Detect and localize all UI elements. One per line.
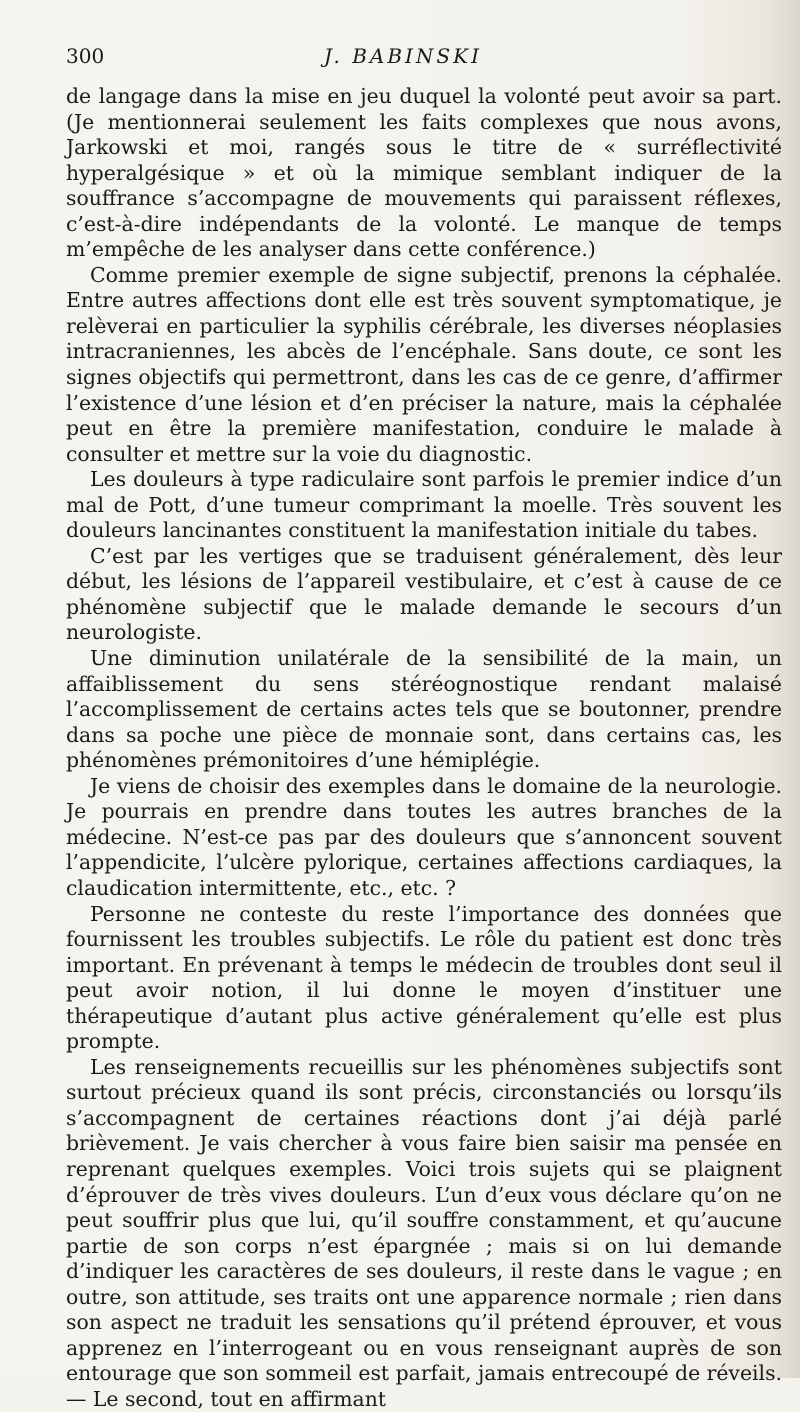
paragraph: Les douleurs à type radiculaire sont parfois le premier indice d’un mal de Pott, d’une tumeur comprimant la moelle. Très souvent les douleurs lancinantes constituent la manifestation initiale du tabes. [66,467,782,543]
page-header [66,44,740,74]
body-text [66,84,782,1412]
paragraph: Personne ne conteste du reste l’importance des données que fournissent les troubles subjectifs. Le rôle du patient est donc très important. En prévenant à temps le médecin de troubles dont seul il peut avoir notion, il lui donne le moyen d’instituer une thérapeutique d’autant plus active généralement qu’elle est plus prompte. [66,901,782,1054]
paragraph: Je viens de choisir des exemples dans le domaine de la neurologie. Je pourrais en prendre dans toutes les autres branches de la médecine. N’est-ce pas par des douleurs que s’annoncent souvent l’appendicite, l’ulcère pylorique, certaines affections cardiaques, la claudication intermittente, etc., etc. ? [66,773,782,900]
paragraph: Comme premier exemple de signe subjectif, prenons la céphalée. Entre autres affections dont elle est très souvent symptomatique, je relèverai en particulier la syphilis cérébrale, les diverses néoplasies intracraniennes, les abcès de l’encéphale. Sans doute, ce sont les signes objectifs qui permettront, dans les cas de ce genre, d’affirmer l’existence d’une lésion et d’en préciser la nature, mais la céphalée peut en être la première manifestation, conduire le malade à consulter et mettre sur la voie du diagnostic. [66,262,782,466]
paragraph: Une diminution unilatérale de la sensibilité de la main, un affaiblissement du sens stéréognostique rendant malaisé l’accomplissement de certains actes tels que se boutonner, prendre dans sa poche une pièce de monnaie sont, dans certains cas, les phénomènes prémonitoires d’une hémiplégie. [66,646,782,773]
page-number: 300 [66,44,105,68]
paragraph: de langage dans la mise en jeu duquel la volonté peut avoir sa part. (Je mentionnerai seulement les faits complexes que nous avons, Jarkowski et moi, rangés sous le titre de « surréflectivité hyperalgésique » et où la mimique semblant indiquer de la souffrance s’accompagne de mouvements qui paraissent réflexes, c’est-à-dire indépendants de la volonté. Le manque de temps m’empêche de les analyser dans cette conférence.) [66,84,782,262]
running-head: J. BABINSKI [324,44,482,68]
paragraph: Les renseignements recueillis sur les phénomènes subjectifs sont surtout précieux quand ils sont précis, circonstanciés ou lorsqu’ils s’accompagnent de certaines réactions dont j’ai déjà parlé brièvement. Je vais chercher à vous faire bien saisir ma pensée en reprenant quelques exemples. Voici trois sujets qui se plaignent d’éprouver de très vives douleurs. L’un d’eux vous déclare qu’on ne peut souffrir plus que lui, qu’il souffre constamment, et qu’aucune partie de son corps n’est épargnée ; mais si on lui demande d’indiquer les caractères de ses douleurs, il reste dans le vague ; en outre, son attitude, ses traits ont une apparence normale ; rien dans son aspect ne traduit les sensations qu’il prétend éprouver, et vous apprenez en l’interrogeant ou en vous renseignant auprès de son entourage que son sommeil est parfait, jamais entrecoupé de réveils. — Le second, tout en affirmant [66,1054,783,1411]
paragraph: C’est par les vertiges que se traduisent généralement, dès leur début, les lésions de l’appareil vestibulaire, et c’est à cause de ce phénomène subjectif que le malade demande le secours d’un neurologiste. [66,543,782,645]
